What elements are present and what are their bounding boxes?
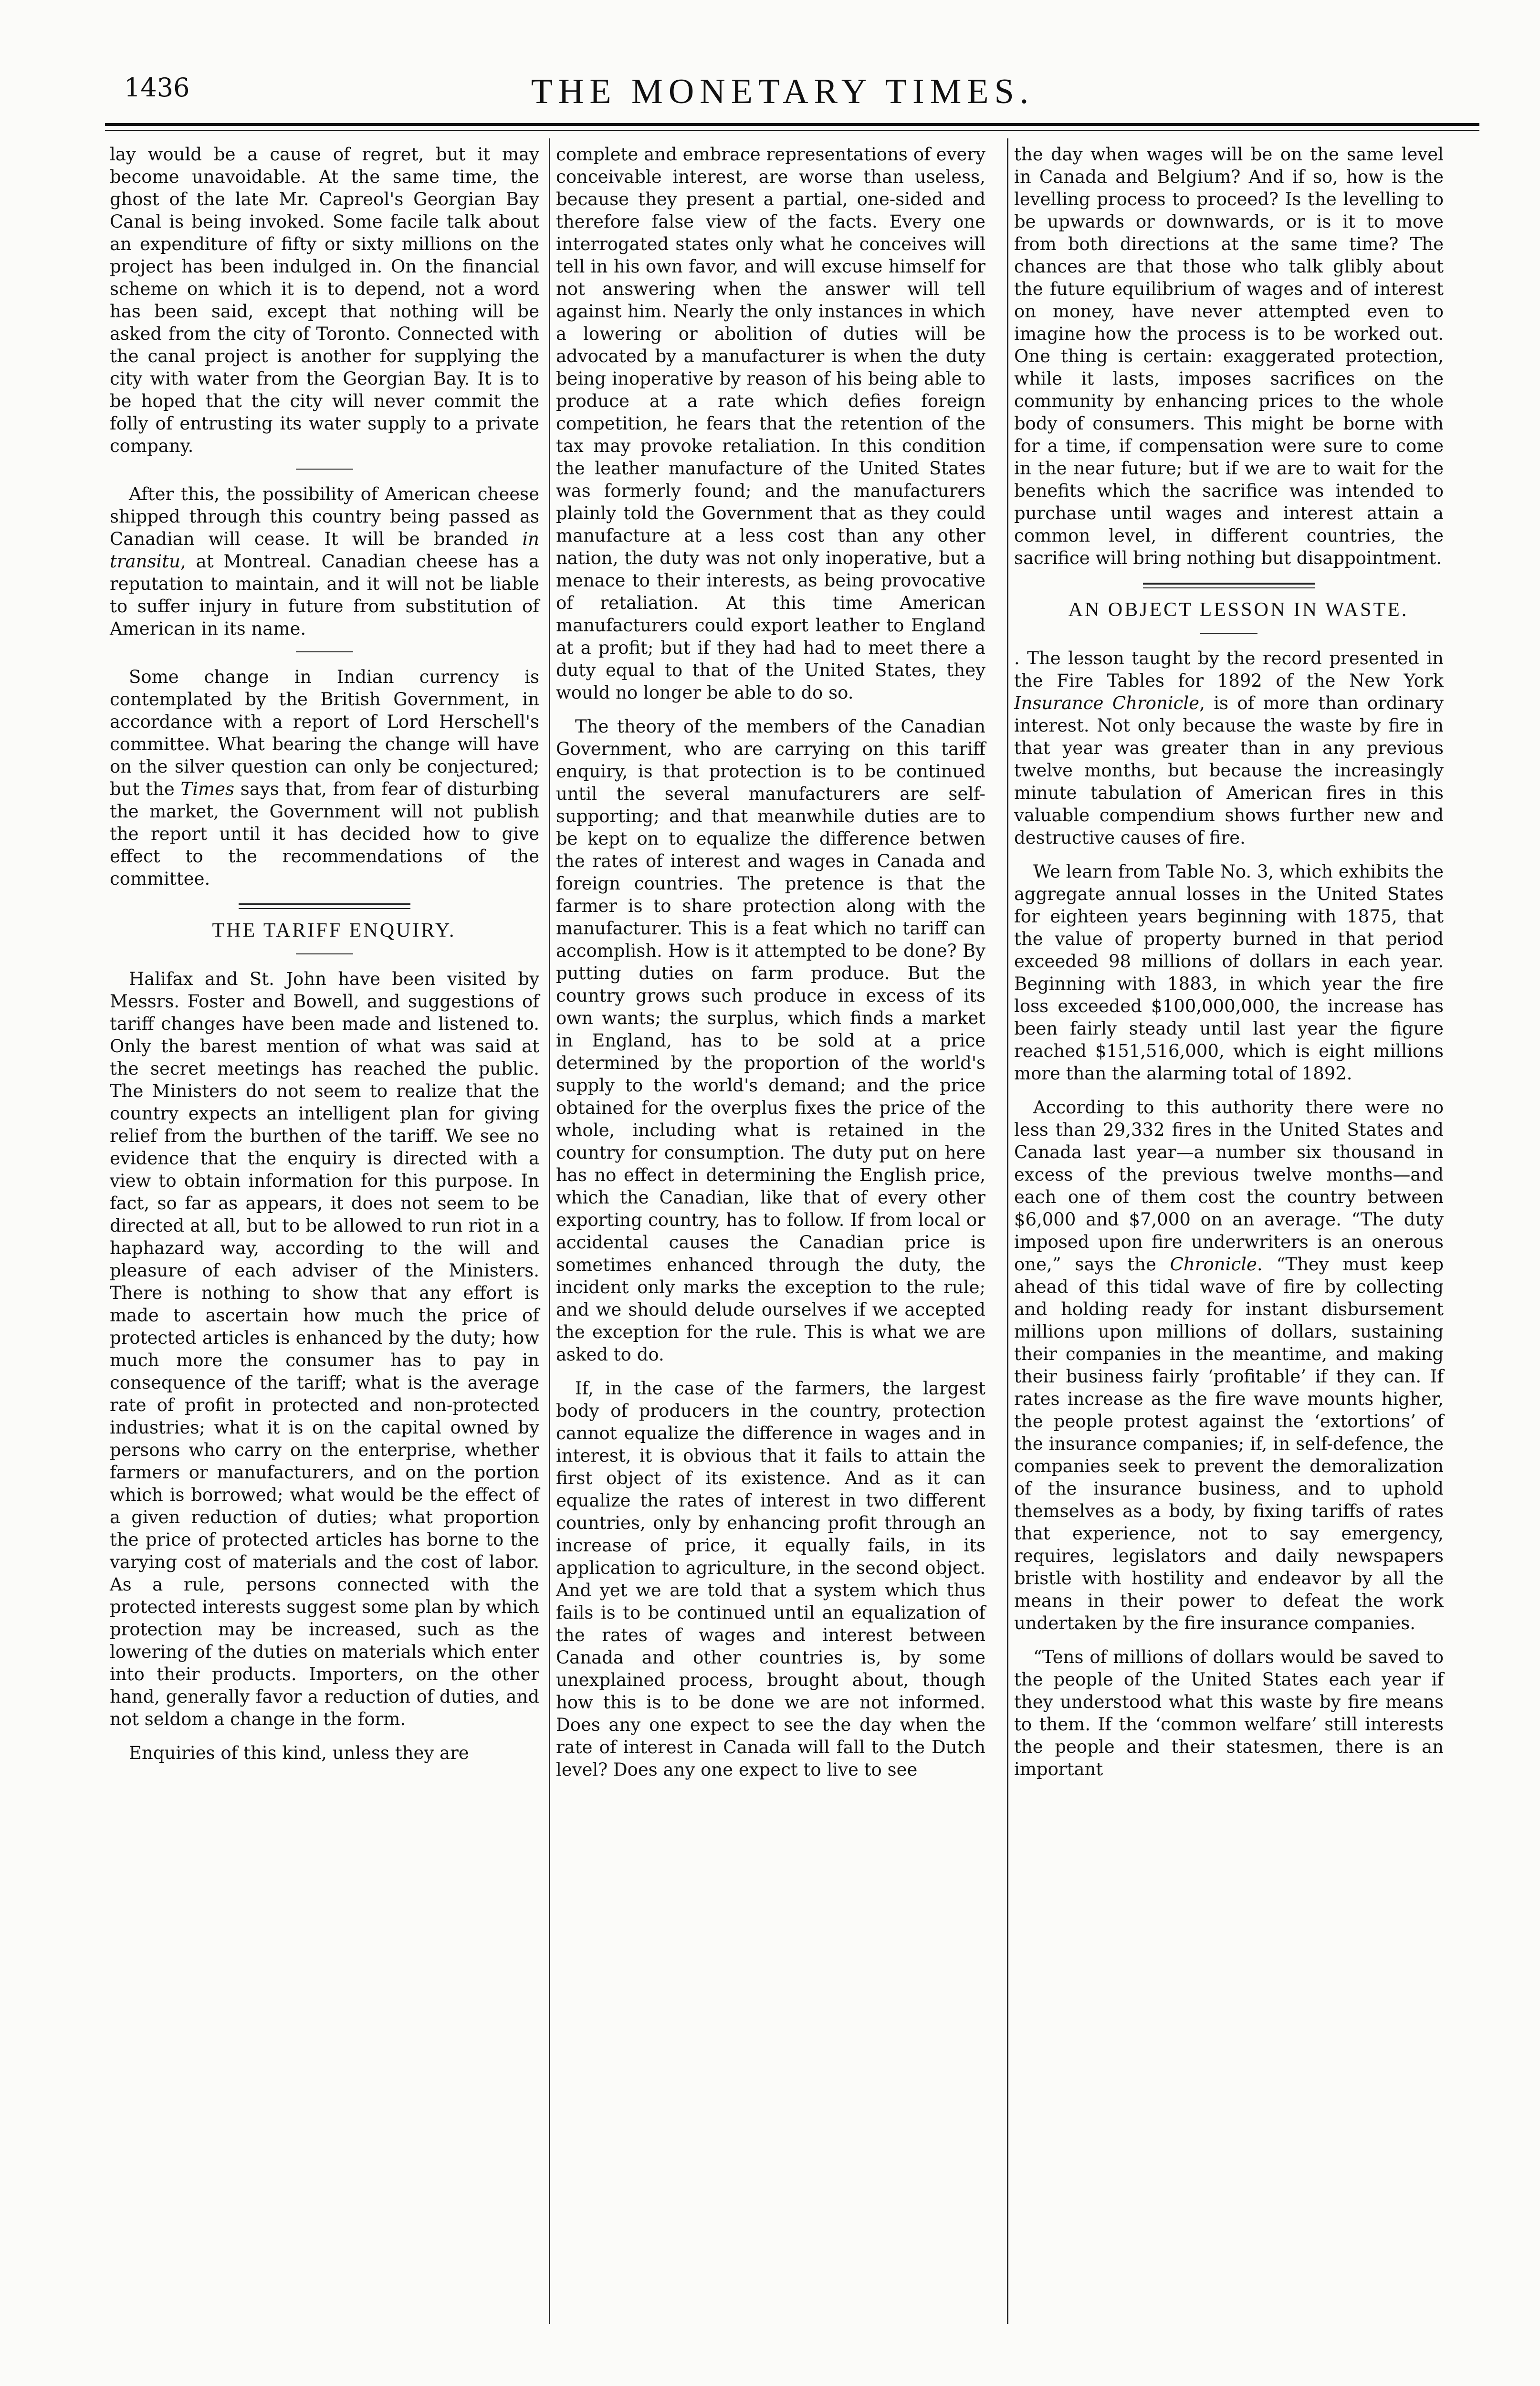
column-3 — [1014, 143, 1444, 1792]
paragraph: Some change in Indian currency is contemplated by the British Government, in accordance with a report of Lord Herschell's committee. What bearing the change will have on the silver question can only be conjectured; but the Times says that, from fear of disturbing the market, the Government will not publish the report until it has decided how to give effect to the recommendations of the committee. — [110, 667, 539, 889]
article-heading: AN OBJECT LESSON IN WASTE. — [1068, 599, 1409, 621]
separator-rule — [296, 953, 353, 954]
paragraph: the day when wages will be on the same level in Canada and Belgium? And if so, how is the levelling process to proceed? Is the levelling to be upwards or downwards, or is it to move from both directions at the same time? The chances are that those who talk glibly about the future equilibrium of wages and of interest on money, have never attempted even to imagine how the process is to be worked out. One thing is certain: exaggerated protection, while it lasts, imposes sacrifices on the community by enhancing prices to the whole body of consumers. This might be borne with for a time, if compensation were sure to come in the near future; but if we are to wait for the benefits which the sacrifice was intended to purchase until wages and interest attain a common level, in different countries, the sacrifice will bring nothing but disappointment. — [1014, 144, 1444, 568]
paragraph: We learn from Table No. 3, which exhibits the aggregate annual losses in the United States for eighteen years beginning with 1875, that the value of property burned in that period exceeded 98 millions of dollars in each year. Beginning with 1883, in which year the fire loss exceeded $100,000,000, the increase has been fairly steady until last year the figure reached $151,516,000, which is eight millions more than the alarming total of 1892. — [1014, 861, 1444, 1084]
header-rule-thin — [105, 130, 1479, 131]
separator-rule — [1200, 633, 1257, 634]
column-1 — [110, 143, 539, 1776]
article-heading: THE TARIFF ENQUIRY. — [212, 920, 456, 942]
paragraph: complete and embrace representations of every conceivable interest, are worse than useless, because they present a partial, one-sided and therefore false view of the facts. Every one interrogated states only what he conceives will tell in his own favor, and will excuse himself for not answering when the answer will tell against him. Nearly the only instances in which a lowering or abolition of duties will be advocated by a manufacturer is when the duty being inoperative by reason of his being able to produce at a rate which defies foreign competition, he fears that the retention of the tax may provoke retaliation. In this condition the leather manufacture of the United States was formerly found; and the manufacturers plainly told the Government that as they could manufacture at a less cost than any other nation, the duty was not only inoperative, but a menace to their interests, as being provocative of retaliation. At this time American manufacturers could export leather to England at a profit; but if they had had to meet there a duty equal to that of the United States, they would no longer be able to do so. — [556, 144, 985, 703]
paragraph: Enquiries of this kind, unless they are — [129, 1743, 469, 1763]
column-divider — [549, 138, 550, 2324]
double-rule — [239, 903, 410, 909]
column-2 — [556, 143, 985, 1792]
page-number: 1436 — [124, 73, 190, 103]
column-divider — [1007, 138, 1008, 2324]
paragraph: After this, the possibility of American cheese shipped through this country being passed as Canadian will cease. It will be branded in transitu, at Montreal. Canadian cheese has a reputation to maintain, and it will not be liable to suffer injury in future from substitution of American in its name. — [110, 484, 539, 639]
paragraph: Halifax and St. John have been visited by Messrs. Foster and Bowell, and suggestions of tariff changes have been made and listened to. Only the barest mention of what was said at the secret meetings has reached the public. The Ministers do not seem to realize that the country expects an intelligent plan for giving relief from the burthen of the tariff. We see no evidence that the enquiry is directed with a view to obtain information for this purpose. In fact, so far as appears, it does not seem to be directed at all, but to be allowed to run riot in a haphazard way, according to the will and pleasure of each adviser of the Ministers. There is nothing to show that any effort is made to ascertain how much the price of protected articles is enhanced by the duty; how much more the consumer has to pay in consequence of the tariff; what is the average rate of profit in protected and non-protected industries; what it is on the capital owned by persons who carry on the enterprise, whether farmers or manufacturers, and on the portion which is borrowed; what would be the effect of a given reduction of duties; what proportion the price of protected articles has borne to the varying cost of materials and the cost of labor. As a rule, persons connected with the protected interests suggest some plan by which protection may be increased, such as the lowering of the duties on materials which enter into their products. Importers, on the other hand, generally favor a reduction of duties, and not seldom a change in the form. — [110, 969, 539, 1729]
paragraph: According to this authority there were no less than 29,332 fires in the United States and Canada last year—a number six thousand in excess of the previous twelve months—and each one of them cost the country between $6,000 and $7,000 on an average. “The duty imposed upon fire underwriters is an onerous one,” says the Chronicle. “They must keep ahead of this tidal wave of fire by collecting and holding ready for instant disbursement millions upon millions of dollars, sustaining their companies in the meantime, and making their business fairly ‘profitable’ if they can. If rates increase as the fire wave mounts higher, the people protest against the ‘extortions’ of the insurance companies; if, in self-defence, the companies seek to prevent the demoralization of the insurance business, and to uphold themselves as a body, by fixing tariffs of rates that experience, not to say emergency, requires, legislators and daily newspapers bristle with hostility and endeavor by all the means in their power to defeat the work undertaken by the fire insurance companies. — [1014, 1097, 1444, 1633]
separator-rule — [296, 469, 353, 470]
paragraph: “Tens of millions of dollars would be saved to the people of the United States each year if they understood what this waste by fire means to them. If the ‘common welfare’ still interests the people and their statesmen, there is an important — [1014, 1647, 1444, 1779]
paragraph: The theory of the members of the Canadian Government, who are carrying on this tariff enquiry, is that protection is to be continued until the several manufacturers are self-supporting; and that meanwhile duties are to be kept on to equalize the difference betwen the rates of interest and wages in Canada and foreign countries. The pretence is that the farmer is to share protection along with the manufacturer. This is a feat which no tariff can accomplish. How is it attempted to be done? By putting duties on farm produce. But the country grows such produce in excess of its own wants; the surplus, which finds a market in England, has to be sold at a price determined by the proportion of the world's supply to the world's demand; and the price obtained for the overplus fixes the price of the whole, including what is retained in the country for consumption. The duty put on here has no effect in determining the English price, which the Canadian, like that of every other exporting country, has to follow. If from local or accidental causes the Canadian price is sometimes enhanced through the duty, the incident only marks the exception to the rule; and we should delude ourselves if we accepted the exception for the rule. This is what we are asked to do. — [556, 716, 985, 1365]
page-header — [95, 72, 1470, 124]
double-rule — [1143, 583, 1315, 588]
paragraph: If, in the case of the farmers, the largest body of producers in the country, protection cannot equalize the difference in wages and in interest, it is obvious that it fails to attain the first object of its existence. And as it can equalize the rates of interest in two different countries, only by enhancing profit through an increase of price, it equally fails, in its application to agriculture, in the second object. And yet we are told that a system which thus fails is to be continued until an equalization of the rates of wages and interest between Canada and other countries is, by some unexplained process, brought about, though how this is to be done we are not informed. Does any one expect to see the day when the rate of interest in Canada will fall to the Dutch level? Does any one expect to live to see — [556, 1378, 985, 1780]
separator-rule — [296, 651, 353, 652]
header-rule — [105, 123, 1479, 126]
masthead-title: THE MONETARY TIMES. — [531, 72, 1035, 111]
paragraph: . The lesson taught by the record presented in the Fire Tables for 1892 of the New York Insurance Chronicle, is of more than ordinary interest. Not only because the waste by fire in that year was greater than in any previous twelve months, but because the increasingly minute tabulation of American fires in this valuable compendium shows further new and destructive causes of fire. — [1014, 648, 1444, 848]
paragraph: lay would be a cause of regret, but it may become unavoidable. At the same time, the ghost of the late Mr. Capreol's Georgian Bay Canal is being invoked. Some facile talk about an expenditure of fifty or sixty millions on the project has been indulged in. On the financial scheme on which it is to depend, not a word has been said, except that nothing will be asked from the city of Toronto. Connected with the canal project is another for supplying the city with water from the Georgian Bay. It is to be hoped that the city will never commit the folly of entrusting its water supply to a private company. — [110, 144, 539, 456]
